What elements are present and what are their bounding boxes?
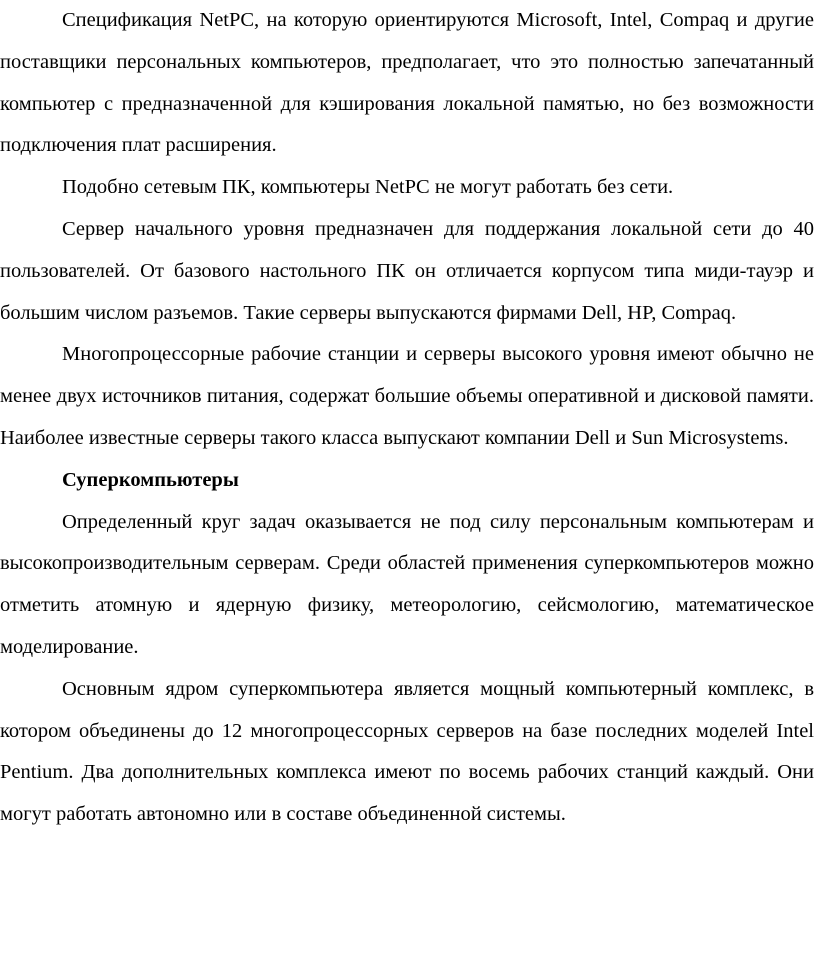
- paragraph-multiprocessor-workstations: Многопроцессорные рабочие станции и серверы высокого уровня имеют обычно не менее двух источников питания, содержат большие объемы оперативной и дисковой памяти. Наиболее известные серверы такого класса выпускают компании Dell и Sun Microsystems.: [0, 343, 814, 449]
- paragraph-netpc-network: Подобно сетевым ПК, компьютеры NetPC не могут работать без сети.: [62, 176, 674, 199]
- paragraph-netpc-spec: Спецификация NetPC, на которую ориентируются Microsoft, Intel, Compaq и другие поставщики персональных компьютеров, предполагает, что это полностью запечатанный компьютер с предназначенной для кэширования локальной памятью, но без возможности подключения плат расширения.: [0, 9, 814, 157]
- paragraph-supercomputer-applications: Определенный круг задач оказывается не под силу персональным компьютерам и высокопроизводительным серверам. Среди областей применения суперкомпьютеров можно отметить атомную и ядерную физику, метеорологию, сейсмологию, математическое моделирование.: [0, 510, 814, 658]
- paragraph-entry-server: Сервер начального уровня предназначен для поддержания локальной сети до 40 пользователей. От базового настольного ПК он отличается корпусом типа миди-тауэр и большим числом разъемов. Такие серверы выпускаются фирмами Dell, HP, Compaq.: [0, 217, 814, 324]
- paragraph-supercomputer-core: Основным ядром суперкомпьютера является мощный компьютерный комплекс, в котором объединены до 12 многопроцессорных серверов на базе последних моделей Intel Pentium. Два дополнительных комплекса имеют по восемь рабочих станций каждый. Они могут работать автономно или в составе объединенной системы.: [0, 677, 814, 826]
- section-heading-supercomputers: Суперкомпьютеры: [62, 468, 239, 491]
